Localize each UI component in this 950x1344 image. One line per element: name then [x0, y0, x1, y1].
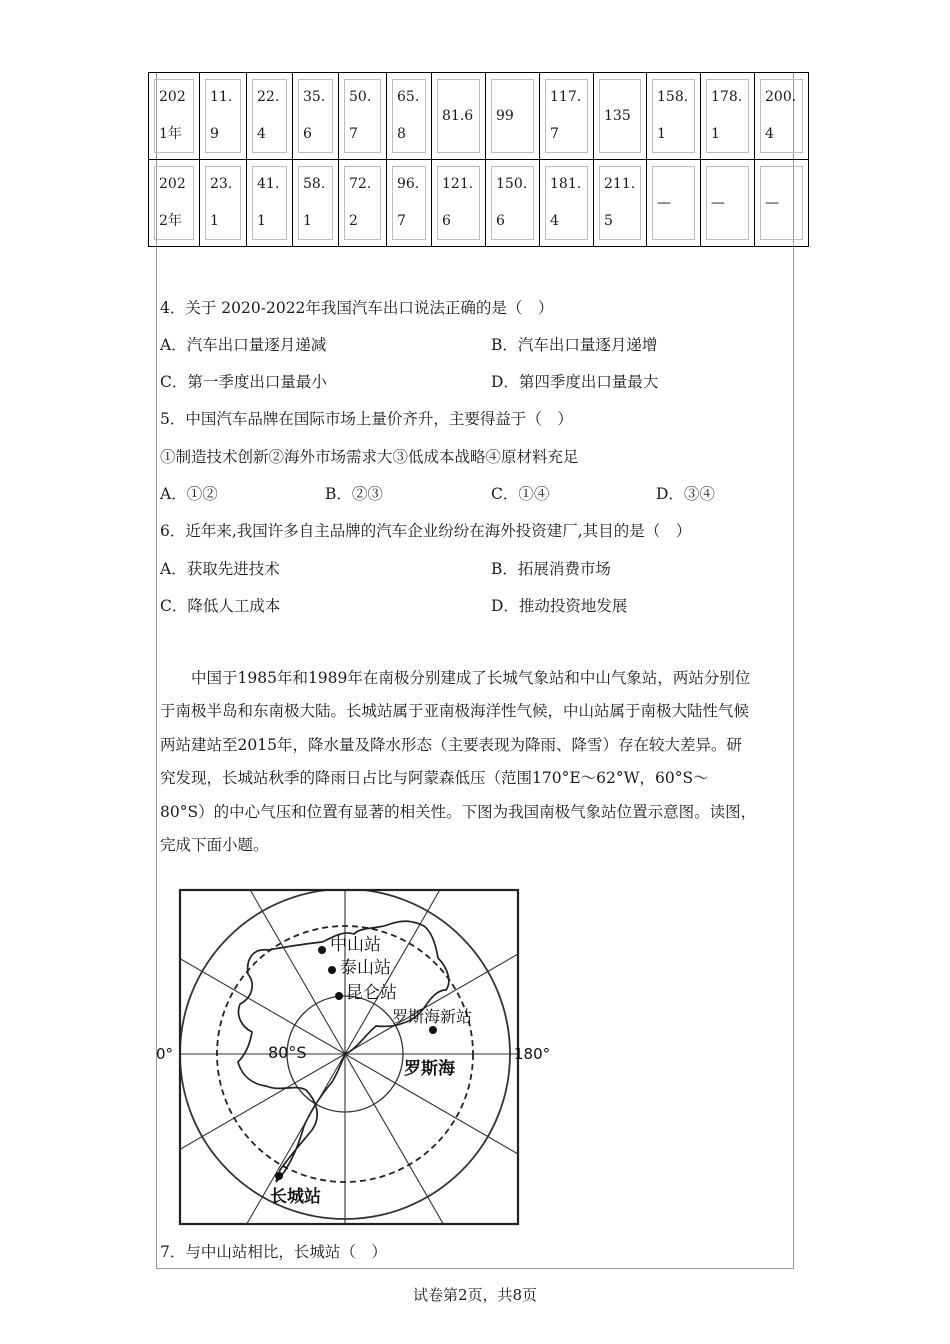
table-cell: 58.1 [298, 166, 333, 240]
table-cell: 41.1 [252, 166, 287, 240]
table-cell: 121.6 [437, 166, 480, 240]
question-4-stem: 4．关于 2020-2022年我国汽车出口说法正确的是（ ） [160, 299, 554, 317]
longitude-180-label: 180° [514, 1045, 551, 1063]
latitude-80s-label: 80°S [268, 1043, 307, 1062]
table-cell: — [706, 166, 749, 240]
question-6-option-a: A．获取先进技术 [160, 560, 280, 578]
table-cell: 135 [599, 79, 641, 153]
table-cell: 211.5 [599, 166, 641, 240]
question-4-option-c: C．第一季度出口量最小 [160, 373, 327, 391]
table-cell: 65.8 [392, 79, 426, 153]
table-row [149, 73, 809, 160]
question-5-stem: 5．中国汽车品牌在国际市场上量价齐升，主要得益于（ ） [160, 410, 573, 428]
table-cell: 150.6 [491, 166, 534, 240]
table-cell: 50.7 [344, 79, 381, 153]
question-7-stem: 7．与中山站相比，长城站（ ） [160, 1243, 387, 1261]
zhongshan-label: 中山站 [330, 935, 381, 955]
question-6-option-c: C．降低人工成本 [160, 597, 281, 615]
table-cell: 200.4 [760, 79, 803, 153]
question-5-option-d: D．③④ [656, 485, 715, 503]
export-data-table [148, 72, 809, 247]
question-5-option-a: A．①② [160, 485, 218, 503]
kunlun-station-marker [335, 992, 343, 1000]
passage-line: 完成下面小题。 [160, 836, 269, 855]
question-4-option-b: B．汽车出口量逐月递增 [491, 336, 658, 354]
table-cell: 72.2 [344, 166, 381, 240]
passage-line: 究发现，长城站秋季的降雨日占比与阿蒙森低压（范围170°E～62°W，60°S～ [160, 769, 709, 788]
longitude-0-label: 0° [156, 1045, 174, 1063]
table-cell: 11.9 [205, 79, 241, 153]
reading-passage [160, 662, 792, 862]
table-cell: 81.6 [437, 79, 480, 153]
ross-sea-new-station-label: 罗斯海新站 [392, 1007, 473, 1026]
table-cell: 99 [491, 79, 534, 153]
table-cell: 35.6 [298, 79, 333, 153]
passage-line: 中国于1985年和1989年在南极分别建成了长城气象站和中山气象站，两站分别位 [160, 669, 751, 687]
passage-line: 80°S）的中心气压和位置有显著的相关性。下图为我国南极气象站位置示意图。读图， [160, 802, 757, 821]
passage-line: 于南极半岛和东南极大陆。长城站属于亚南极海洋性气候，中山站属于南极大陆性气候 [160, 702, 750, 721]
ross-sea-label: 罗斯海 [404, 1059, 455, 1079]
taishan-label: 泰山站 [340, 958, 391, 978]
changcheng-station-marker [275, 1172, 283, 1180]
table-cell: 117.7 [545, 79, 588, 153]
table-cell: 96.7 [392, 166, 426, 240]
table-cell: 2022年 [154, 166, 194, 240]
question-5-option-b: B．②③ [325, 485, 383, 503]
question-6-option-b: B．拓展消费市场 [491, 560, 611, 578]
table-cell: 23.1 [205, 166, 241, 240]
table-cell: 178.1 [706, 79, 749, 153]
changcheng-label: 长城站 [270, 1187, 321, 1207]
ross-sea-new-station-marker [429, 1026, 437, 1034]
question-4-option-d: D．第四季度出口量最大 [491, 373, 659, 391]
page-footer: 试卷第2页，共8页 [412, 1286, 538, 1304]
passage-line: 两站建站至2015年，降水量及降水形态（主要表现为降雨、降雪）存在较大差异。研 [160, 735, 742, 754]
question-5-option-c: C．①④ [491, 485, 550, 503]
table-cell: 158.1 [652, 79, 695, 153]
table-cell: — [652, 166, 695, 240]
taishan-station-marker [328, 966, 336, 974]
question-4-option-a: A．汽车出口量逐月递减 [160, 336, 327, 354]
table-row [149, 160, 809, 247]
table-cell: 181.4 [545, 166, 588, 240]
question-6-option-d: D．推动投资地发展 [491, 597, 628, 615]
table-cell: — [760, 166, 803, 240]
table-cell: 22.4 [252, 79, 287, 153]
question-5-items: ①制造技术创新②海外市场需求大③低成本战略④原材料充足 [160, 448, 579, 466]
question-6-stem: 6．近年来,我国许多自主品牌的汽车企业纷纷在海外投资建厂,其目的是（ ） [160, 522, 692, 540]
table-cell: 2021年 [154, 79, 194, 153]
kunlun-label: 昆仑站 [346, 983, 397, 1003]
zhongshan-station-marker [318, 946, 326, 954]
antarctic-station-map [156, 886, 556, 1228]
